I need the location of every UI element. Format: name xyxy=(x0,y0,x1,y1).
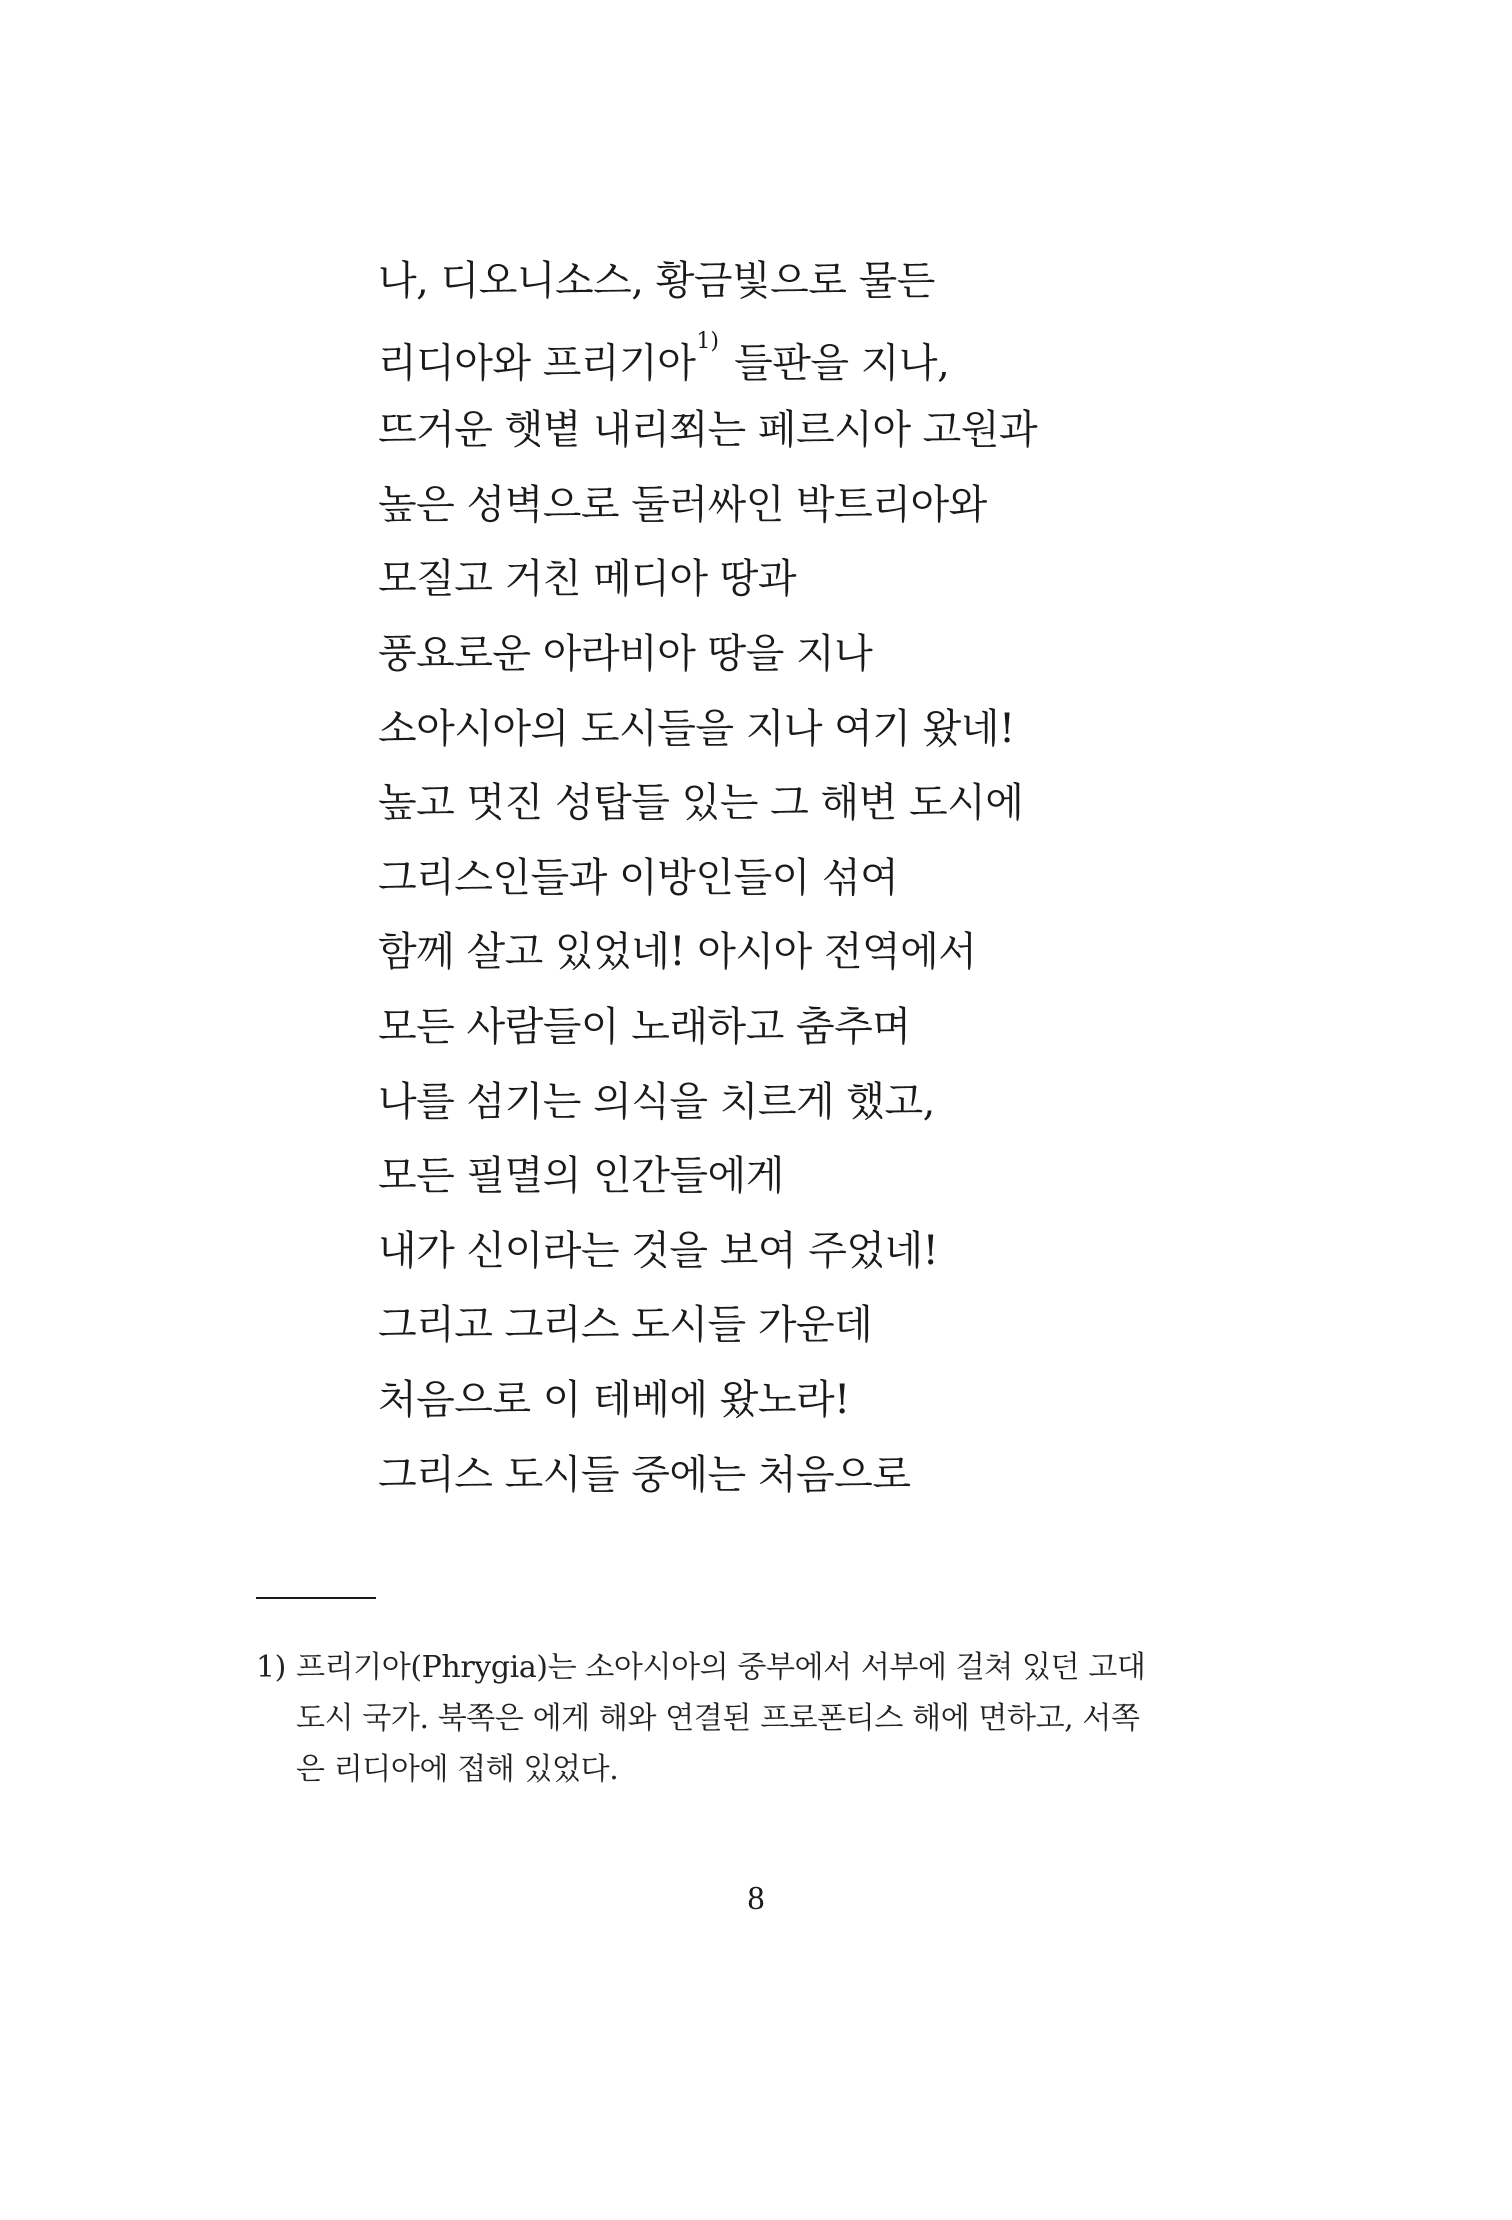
poem-line: 함께 살고 있었네! 아시아 전역에서 xyxy=(378,929,977,976)
poem-line: 모질고 거친 메디아 땅과 xyxy=(378,556,797,603)
poem-line: 모든 필멸의 인간들에게 xyxy=(378,1153,784,1200)
poem-line: 높은 성벽으로 둘러싸인 박트리아와 xyxy=(378,481,987,528)
poem-line: 뜨거운 햇볕 내리쬐는 페르시아 고원과 xyxy=(378,407,1038,454)
page-number: 8 xyxy=(747,1880,765,1917)
poem-line xyxy=(378,319,1037,394)
footnote-line xyxy=(256,1642,1256,1693)
poem-line: 처음으로 이 테베에 왔노라! xyxy=(378,1376,850,1423)
footnote-number: 1) xyxy=(256,1650,286,1685)
poem-line: 풍요로운 아라비아 땅을 지나 xyxy=(378,630,873,677)
poem-line: 나를 섬기는 의식을 치르게 했고, xyxy=(378,1078,935,1125)
footnote-text: 은 리디아에 접해 있었다. xyxy=(296,1752,619,1787)
poem-line-text: 들판을 지나, xyxy=(721,339,950,386)
poem-line: 모든 사람들이 노래하고 춤추며 xyxy=(378,1003,911,1050)
footnote-line xyxy=(256,1693,1256,1744)
poem-line: 소아시아의 도시들을 지나 여기 왔네! xyxy=(378,705,1015,752)
poem-body xyxy=(378,244,1037,1512)
poem-line: 내가 신이라는 것을 보여 주었네! xyxy=(378,1227,939,1274)
poem-line: 그리스인들과 이방인들이 섞여 xyxy=(378,854,899,901)
footnote-line xyxy=(256,1744,1256,1795)
footnote-text: 프리기아(Phrygia)는 소아시아의 중부에서 서부에 걸쳐 있던 고대 xyxy=(296,1650,1146,1685)
poem-line: 나, 디오니소스, 황금빛으로 물든 xyxy=(378,258,935,304)
footnote xyxy=(256,1642,1256,1795)
poem-line: 그리고 그리스 도시들 가운데 xyxy=(378,1302,873,1349)
poem-line: 높고 멋진 성탑들 있는 그 해변 도시에 xyxy=(378,780,1024,827)
footnote-text: 도시 국가. 북쪽은 에게 해와 연결된 프로폰티스 해에 면하고, 서쪽 xyxy=(296,1701,1140,1736)
footnote-reference[interactable]: 1) xyxy=(696,328,719,354)
poem-line-text: 리디아와 프리기아 xyxy=(378,339,696,386)
poem-line: 그리스 도시들 중에는 처음으로 xyxy=(378,1451,911,1498)
footnote-divider xyxy=(256,1597,376,1599)
